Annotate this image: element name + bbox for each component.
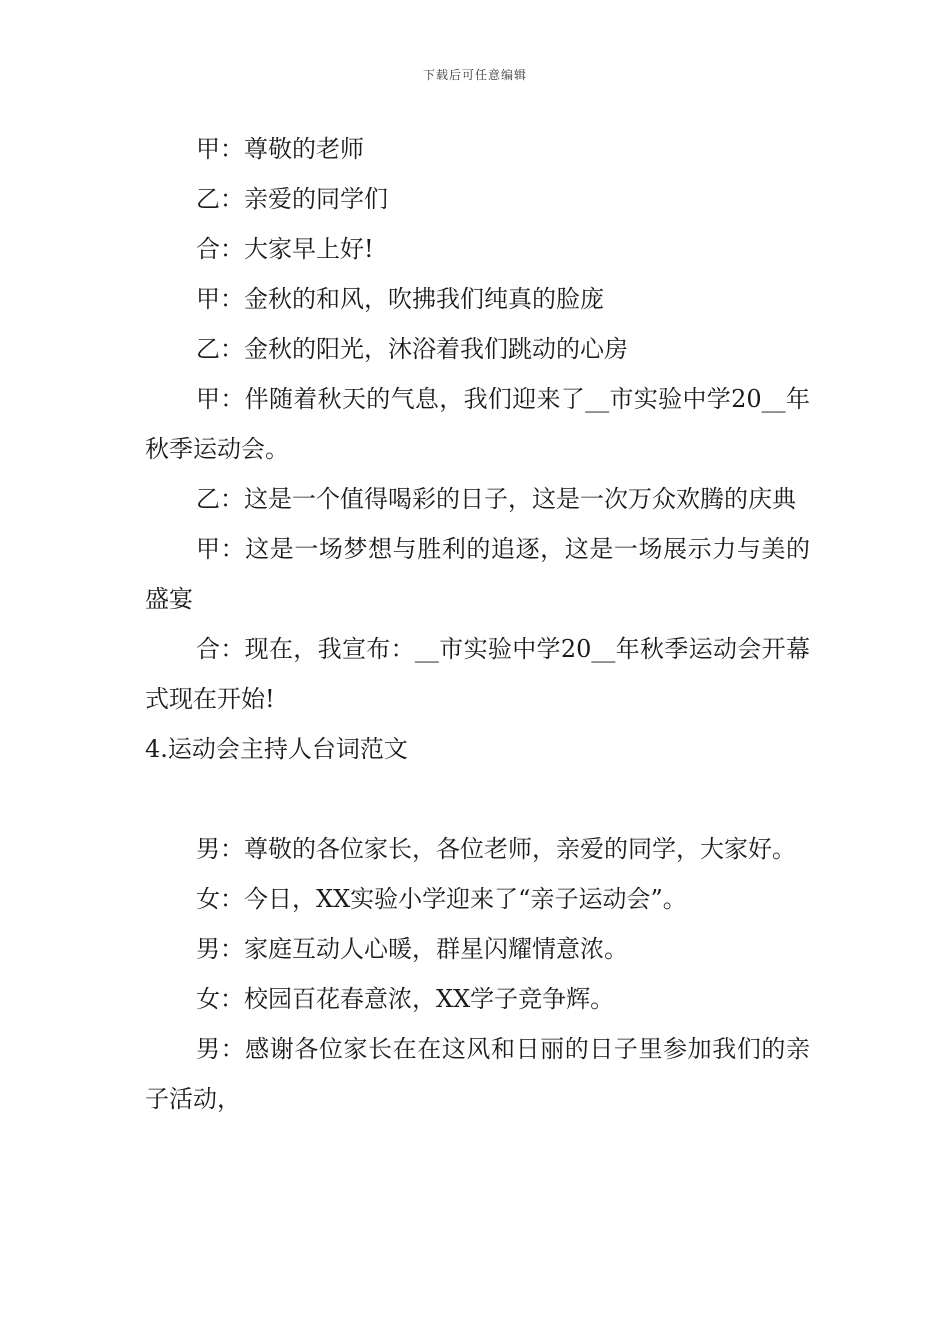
dialogue-line: 女：今日，XX实验小学迎来了“亲子运动会”。 xyxy=(196,885,687,913)
dialogue-line: 男：家庭互动人心暖，群星闪耀情意浓。 xyxy=(196,935,628,963)
page-header: 下载后可任意编辑 xyxy=(422,68,527,82)
dialogue-line: 男：尊敬的各位家长，各位老师，亲爱的同学，大家好。 xyxy=(196,835,796,863)
dialogue-line: 乙：这是一个值得喝彩的日子，这是一次万众欢腾的庆典 xyxy=(196,485,796,513)
dialogue-line: 合：现在，我宣布：__市实验中学20__年秋季运动会开幕式现在开始! xyxy=(145,635,810,713)
dialogue-line: 女：校园百花春意浓，XX学子竞争辉。 xyxy=(196,985,615,1013)
dialogue-line: 甲：这是一场梦想与胜利的追逐，这是一场展示力与美的盛宴 xyxy=(145,535,810,613)
section-title: 4.运动会主持人台词范文 xyxy=(145,735,408,763)
dialogue-line: 合：大家早上好! xyxy=(196,235,374,263)
dialogue-line: 乙：金秋的阳光，沐浴着我们跳动的心房 xyxy=(196,335,628,363)
document-body xyxy=(145,124,810,1124)
dialogue-line: 乙：亲爱的同学们 xyxy=(196,185,388,213)
dialogue-line: 甲：尊敬的老师 xyxy=(196,135,364,163)
dialogue-line: 男：感谢各位家长在在这风和日丽的日子里参加我们的亲子活动， xyxy=(145,1035,810,1113)
dialogue-line: 甲：金秋的和风，吹拂我们纯真的脸庞 xyxy=(196,285,604,313)
blank-line xyxy=(145,774,810,824)
dialogue-line: 甲：伴随着秋天的气息，我们迎来了__市实验中学20__年秋季运动会。 xyxy=(145,385,810,463)
